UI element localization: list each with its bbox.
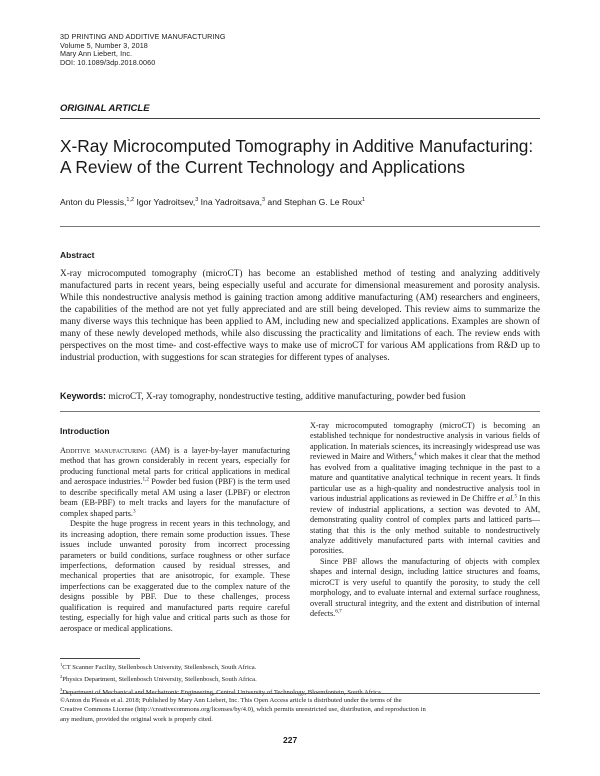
author-affiliation: 1: [362, 197, 366, 204]
title-line-2: A Review of the Current Technology and Applications: [60, 157, 466, 177]
journal-volume: Volume 5, Number 3, 2018: [60, 40, 148, 50]
article-type-label: ORIGINAL ARTICLE: [60, 103, 150, 114]
author-affiliation: 1,2: [126, 197, 135, 204]
header-divider: [60, 118, 540, 119]
abstract-heading: Abstract: [60, 250, 95, 260]
keywords-label: Keywords:: [60, 391, 107, 401]
footnote: $^3$Department of Mechanical and Mechatronic Engineering, Central University of Technology, Bloemfontein, South Africa.: [60, 686, 383, 697]
citation[interactable]: 5: [514, 493, 518, 500]
citation[interactable]: 6,7: [335, 608, 342, 615]
body-column-left: [60, 446, 290, 634]
keywords-text: microCT, X-ray tomography, nondestructive testing, additive manufacturing, powder bed fusion: [106, 392, 466, 402]
citation[interactable]: 4: [413, 451, 417, 458]
author-list: [60, 197, 365, 207]
author-name: and Stephan G. Le Roux: [265, 197, 363, 207]
author-name: Anton du Plessis,: [60, 197, 127, 207]
author-name: Ina Yadroitsava,: [198, 197, 262, 207]
author-affiliation: 3: [195, 197, 199, 204]
author-name: Igor Yadroitsev,: [134, 197, 196, 207]
footnote-divider: [60, 658, 140, 659]
keywords-divider: [60, 411, 540, 412]
affiliation-footnotes: [60, 660, 540, 697]
authors-divider: [60, 226, 540, 227]
citation[interactable]: 3: [132, 507, 136, 514]
page-number: 227: [283, 735, 298, 745]
journal-header: [60, 33, 226, 68]
lead-in-text: Additive manufacturing: [60, 446, 147, 455]
paragraph: Since PBF allows the manufacturing of objects with complex shapes and internal design, including lattice structures and foams, microCT is very useful to quantify the porosity, to study the cell morphology, and to evaluate internal and external surface roughness, overall structural integrity, and the extent and distribution of internal defects.$^{6,7}$: [310, 556, 540, 619]
journal-name: 3D PRINTING AND ADDITIVE MANUFACTURING: [60, 32, 226, 41]
introduction-heading: Introduction: [60, 426, 110, 436]
journal-publisher: Mary Ann Liebert, Inc.: [60, 49, 133, 59]
paragraph: Despite the huge progress in recent years in this technology, and its increasing adoption, there remain some production issues. These issues include unwanted porosity from incorrect processing parameters or build conditions, surface roughness or other surface imperfections, deformation caused by residual stresses, and mechanical properties that are anisotropic, for example. These imperfections can be exaggerated due to the complex nature of the designs possible by PBF. Due to these challenges, process qualification is required and manufactured parts require careful testing, especially for high value and critical parts such as those for aerospace or medical applications.: [60, 519, 290, 633]
body-column-right: [310, 421, 540, 620]
title-line-1: X-Ray Microcomputed Tomography in Additive Manufacturing:: [60, 136, 534, 156]
paragraph: Additive manufacturing (AM) is a layer-by-layer manufacturing method that has grown considerably in recent years, especially for producing functional metal parts for critical applications in medical and aerospace industries.$^{1,2}$ Powder bed fusion (PBF) is the term used to describe specifically metal AM using a laser (LPBF) or electron beam (EB-PBF) to melt tracks and layers for the manufacture of complex shaped parts.$^3$: [60, 446, 291, 518]
journal-doi[interactable]: DOI: 10.1089/3dp.2018.0060: [60, 58, 156, 68]
license-divider: [60, 693, 540, 694]
article-title: [60, 136, 545, 178]
citation[interactable]: 1,2: [142, 476, 150, 483]
paragraph: X-ray microcomputed tomography (microCT) is becoming an established technique for nondestructive analysis in various fields of application. In materials sciences, its increasingly widespread use was reviewed in Maire and Withers,$^4$ which makes it clear that the method has evolved from a qualitative imaging technique in the past to a mature and quantitative analytical technique in recent years. It finds particular use as a high-quality and nondestructive analysis tool in various industrial applications as reviewed in De Chiffre et al.$^5$ In this review of industrial applications, a section was devoted to AM, demonstrating quality control of complex parts and latticed parts—stating that this is the only method suitable to nondestructively analyze additively manufactured parts with internal cavities and porosities.: [310, 421, 541, 556]
footnote: $^1$CT Scanner Facility, Stellenbosch University, Stellenbosch, South Africa.: [60, 662, 257, 672]
footnote: $^2$Physics Department, Stellenbosch University, Stellenbosch, South Africa.: [60, 674, 257, 684]
keywords: [60, 390, 540, 403]
license-notice: ©Anton du Plessis et al. 2018; Published by Mary Ann Liebert, Inc. This Open Access article is distributed under the terms of the Creative Commons License (http://creativecommons.org/licenses/by/4.0), which permits unrestricted use, distribution, and reproduction in any medium, provided the original work is properly cited.: [60, 697, 426, 723]
author-affiliation: 3: [261, 197, 266, 204]
abstract-body: X-ray microcomputed tomography (microCT) has become an established method of testing and analyzing additively manufactured parts in recent years, being especially useful and accurate for dimensional measurement and porosity analysis. While this nondestructive analysis method is gaining traction among additive manufacturing (AM) researchers and engineers, the capabilities of the method are not yet fully appreciated and are still being developed. This review aims to summarize the many diverse ways this technique has been applied to AM, including new and specialized applications. Examples are shown of many of these newly developed methods, while also discussing the practicality and limitations of each. The review ends with perspectives on the most time- and cost-effective ways to make use of microCT for various AM applications from R&D up to industrial production, with suggestions for scan strategies for different types of analyses.: [60, 269, 540, 364]
